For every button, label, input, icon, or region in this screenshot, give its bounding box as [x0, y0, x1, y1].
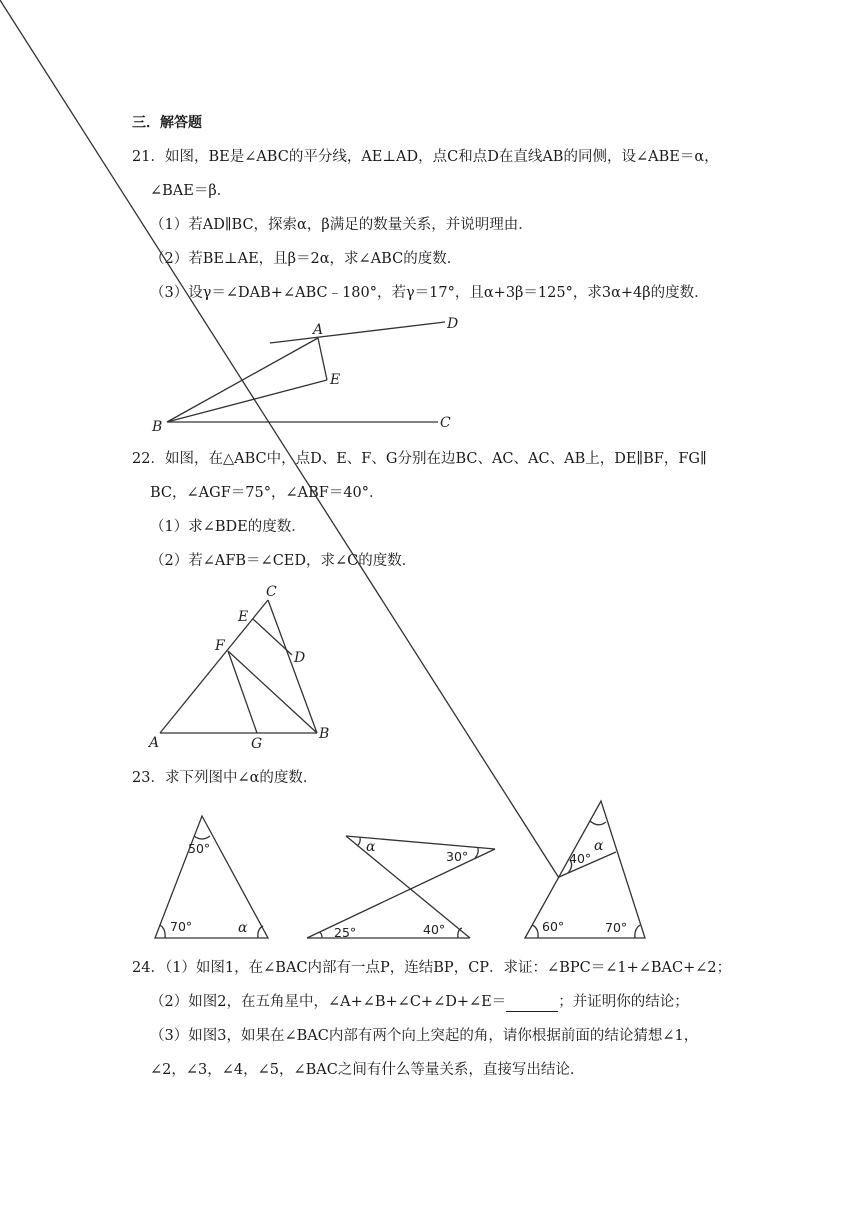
fig3-arc-a	[590, 821, 606, 825]
label-c: C	[440, 415, 451, 431]
fig1-angle-top: 50°	[188, 841, 211, 856]
q21-line1: 21．如图，BE是∠ABC的平分线，AE⊥AD，点C和点D在直线AB的同侧，设∠ABE＝α，	[132, 149, 719, 165]
fig1-angle-left: 70°	[170, 919, 193, 934]
line-ad	[270, 322, 445, 343]
label-e: E	[330, 372, 341, 388]
fig3-angle-40: 40°	[569, 851, 592, 866]
fig3-triangle	[525, 801, 645, 938]
q24-line2-b: ；并证明你的结论；	[558, 994, 689, 1010]
section-title: 三．解答题	[132, 115, 202, 131]
label-a: A	[313, 322, 324, 338]
q22-line2: BC，∠AGF＝75°，∠ABF＝40°．	[150, 485, 384, 501]
fig3-angle-70: 70°	[605, 920, 628, 935]
fig2-diag1	[346, 836, 470, 938]
side-ac	[160, 600, 268, 733]
label-c2: C	[266, 584, 277, 600]
label-d: D	[447, 316, 459, 332]
q21-line2: ∠BAE＝β．	[150, 183, 232, 199]
fig2-arc-30	[475, 848, 478, 858]
label-g: G	[251, 736, 263, 752]
answer-blank	[506, 997, 558, 1012]
fig2-top-line	[346, 836, 495, 849]
label-a2: A	[149, 735, 160, 751]
q22-line1: 22．如图，在△ABC中，点D、E、F、G分别在边BC、AC、AC、AB上，DE∥BF，FG∥	[132, 451, 707, 467]
q21-part3: （3）设γ＝∠DAB+∠ABC﹣180°，若γ＝17°，且α+3β＝125°，求3α+4β的度数．	[150, 285, 709, 301]
line-be	[167, 380, 327, 422]
fig1-arc-left	[160, 925, 165, 938]
q21-part2: （2）若BE⊥AE，且β＝2α，求∠ABC的度数．	[150, 251, 462, 267]
q24-line3: （3）如图3，如果在∠BAC内部有两个向上突起的角，请你根据前面的结论猜想∠1，	[150, 1028, 699, 1044]
line-ae	[318, 338, 327, 380]
fig2-arc-25	[319, 932, 322, 938]
fig2-angle-alpha: α	[366, 839, 376, 855]
label-f: F	[215, 638, 225, 654]
fig2-arc-40	[458, 928, 462, 938]
fig1-angle-alpha: α	[238, 920, 248, 936]
segment-bf	[228, 651, 317, 733]
q23-line1: 23．求下列图中∠α的度数．	[132, 770, 318, 786]
fig2-angle-40: 40°	[423, 922, 446, 937]
segment-fg	[228, 651, 257, 733]
fig3-arc-60	[532, 925, 538, 938]
fig1-arc-right	[258, 926, 263, 938]
fig2-arc-a	[357, 837, 360, 846]
fig3-angle-alpha: α	[594, 838, 604, 854]
q22-part1: （1）求∠BDE的度数．	[150, 519, 306, 535]
q24-line2	[150, 992, 689, 1012]
side-bc	[268, 600, 317, 733]
fig1-arc-top	[194, 836, 210, 839]
segment-de	[253, 619, 292, 655]
label-b2: B	[319, 726, 330, 742]
fig3-inner-line	[559, 852, 616, 877]
label-e2: E	[238, 609, 249, 625]
fig1-triangle	[155, 816, 268, 938]
q24-line2-a: （2）如图2，在五角星中，∠A+∠B+∠C+∠D+∠E＝	[150, 994, 507, 1010]
label-d2: D	[294, 650, 306, 666]
q22-part2: （2）若∠AFB＝∠CED，求∠C的度数．	[150, 553, 417, 569]
fig2-angle-25: 25°	[334, 925, 357, 940]
q24-line1: 24．（1）如图1，在∠BAC内部有一点P，连结BP，CP．求证：∠BPC＝∠1+∠BAC+∠2；	[132, 960, 732, 976]
fig2-diag2	[307, 849, 495, 938]
fig2-angle-30: 30°	[446, 849, 469, 864]
q24-line4: ∠2，∠3，∠4，∠5，∠BAC之间有什么等量关系，直接写出结论．	[150, 1062, 585, 1078]
label-b: B	[152, 419, 163, 435]
q21-part1: （1）若AD∥BC，探索α，β满足的数量关系，并说明理由．	[150, 217, 533, 233]
fig3-angle-60: 60°	[542, 919, 565, 934]
line-ba	[167, 338, 318, 422]
fig3-arc-70	[635, 925, 640, 938]
fig3-arc-40	[568, 860, 572, 873]
